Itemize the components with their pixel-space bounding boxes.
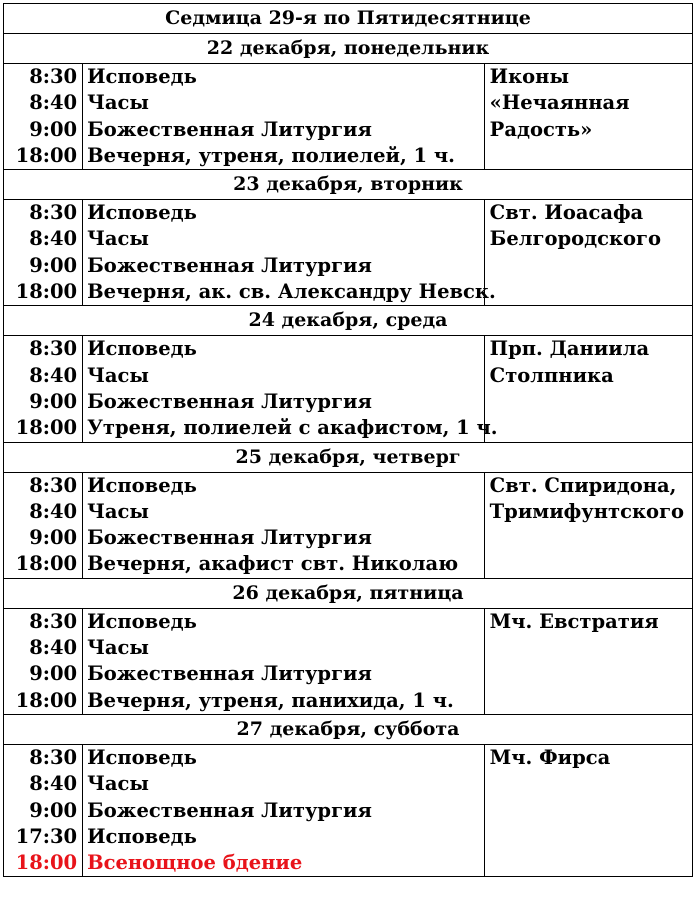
service-column [83,472,485,578]
service-name: Божественная Литургия [87,253,372,277]
service-time: 8:30 [29,201,78,225]
time-column [4,336,83,442]
day-schedule-row [4,64,693,170]
service-name: Исповедь [87,201,197,225]
service-time: 9:00 [29,526,78,550]
time-column [4,472,83,578]
title-row [4,4,693,34]
commemoration-cell [484,472,692,578]
commemoration-cell [484,744,692,876]
service-time: 8:30 [29,65,78,88]
day-date: 25 декабря, четверг [4,442,693,472]
service-time: 8:30 [29,337,78,361]
service-name: Божественная Литургия [87,662,372,686]
service-time: 8:40 [29,636,78,660]
time-column [4,200,83,306]
commemoration-cell [484,608,692,714]
time-column [4,744,83,876]
service-time: 8:40 [29,499,78,523]
service-name: Вечерня, ак. св. Александру Невск. [87,280,496,304]
service-name: Исповедь [87,337,197,361]
commemoration-line: Прп. Даниила [489,337,650,361]
day-schedule-row [4,200,693,306]
service-column [83,64,485,170]
commemoration-line: Мч. Фирса [489,745,611,769]
service-time: 18:00 [15,851,78,875]
week-title: Седмица 29-я по Пятидесятнице [4,4,693,34]
service-name: Божественная Литургия [87,526,372,550]
service-name: Часы [87,227,149,251]
time-column [4,64,83,170]
commemoration-line: «Нечаянная [489,91,630,115]
day-date: 24 декабря, среда [4,306,693,336]
service-time: 18:00 [15,143,78,167]
service-name: Утреня, полиелей с акафистом, 1 ч. [87,416,498,440]
day-header-row [4,442,693,472]
commemoration-line: Иконы [489,65,570,88]
service-name: Исповедь [87,745,197,769]
service-time: 18:00 [15,552,78,576]
day-header-row [4,714,693,744]
service-name: Часы [87,499,149,523]
service-time: 9:00 [29,253,78,277]
service-time: 9:00 [29,662,78,686]
commemoration-line: Тримифунтского [489,499,685,523]
schedule-table [3,3,693,877]
service-name: Исповедь [87,473,197,497]
day-header-row [4,578,693,608]
service-name: Часы [87,91,149,115]
commemoration-cell [484,200,692,306]
schedule-body [4,4,693,877]
service-time: 8:40 [29,363,78,387]
service-name: Божественная Литургия [87,798,372,822]
service-time: 18:00 [15,280,78,304]
commemoration-line: Свт. Иоасафа [489,201,644,225]
commemoration-cell [484,336,692,442]
service-time: 9:00 [29,389,78,413]
service-time: 8:40 [29,772,78,796]
service-time: 8:40 [29,91,78,115]
day-date: 27 декабря, суббота [4,714,693,744]
day-date: 26 декабря, пятница [4,578,693,608]
commemoration-line: Мч. Евстратия [489,609,659,633]
service-time: 8:30 [29,609,78,633]
service-name: Вечерня, акафист свт. Николаю [87,552,459,576]
day-schedule-row [4,336,693,442]
commemoration-line: Свт. Спиридона, [489,473,677,497]
commemoration-line: Столпника [489,363,614,387]
service-time: 18:00 [15,416,78,440]
commemoration-line: Белгородского [489,227,662,251]
service-column [83,608,485,714]
service-time: 8:30 [29,745,78,769]
day-date: 22 декабря, понедельник [4,34,693,64]
service-name: Исповедь [87,824,197,848]
service-name: Божественная Литургия [87,117,372,141]
day-schedule-row [4,608,693,714]
service-column [83,336,498,442]
service-time: 8:30 [29,473,78,497]
day-header-row [4,170,693,200]
service-time: 9:00 [29,117,78,141]
service-name: Исповедь [87,65,197,88]
service-name: Божественная Литургия [87,389,372,413]
day-date: 23 декабря, вторник [4,170,693,200]
commemoration-cell [484,64,692,170]
service-name: Вечерня, утреня, полиелей, 1 ч. [87,143,455,167]
service-name: Часы [87,772,149,796]
service-time: 9:00 [29,798,78,822]
service-column [83,200,496,306]
service-name: Часы [87,636,149,660]
day-schedule-row [4,472,693,578]
day-schedule-row [4,744,693,876]
service-time: 18:00 [15,688,78,712]
day-header-row [4,306,693,336]
service-name: Исповедь [87,609,197,633]
time-column [4,608,83,714]
commemoration-line: Радость» [489,117,593,141]
service-time: 8:40 [29,227,78,251]
service-time: 17:30 [15,824,78,848]
service-name: Вечерня, утреня, панихида, 1 ч. [87,688,454,712]
day-header-row [4,34,693,64]
service-name: Всенощное бдение [87,851,303,875]
service-column [83,744,485,876]
service-name: Часы [87,363,149,387]
